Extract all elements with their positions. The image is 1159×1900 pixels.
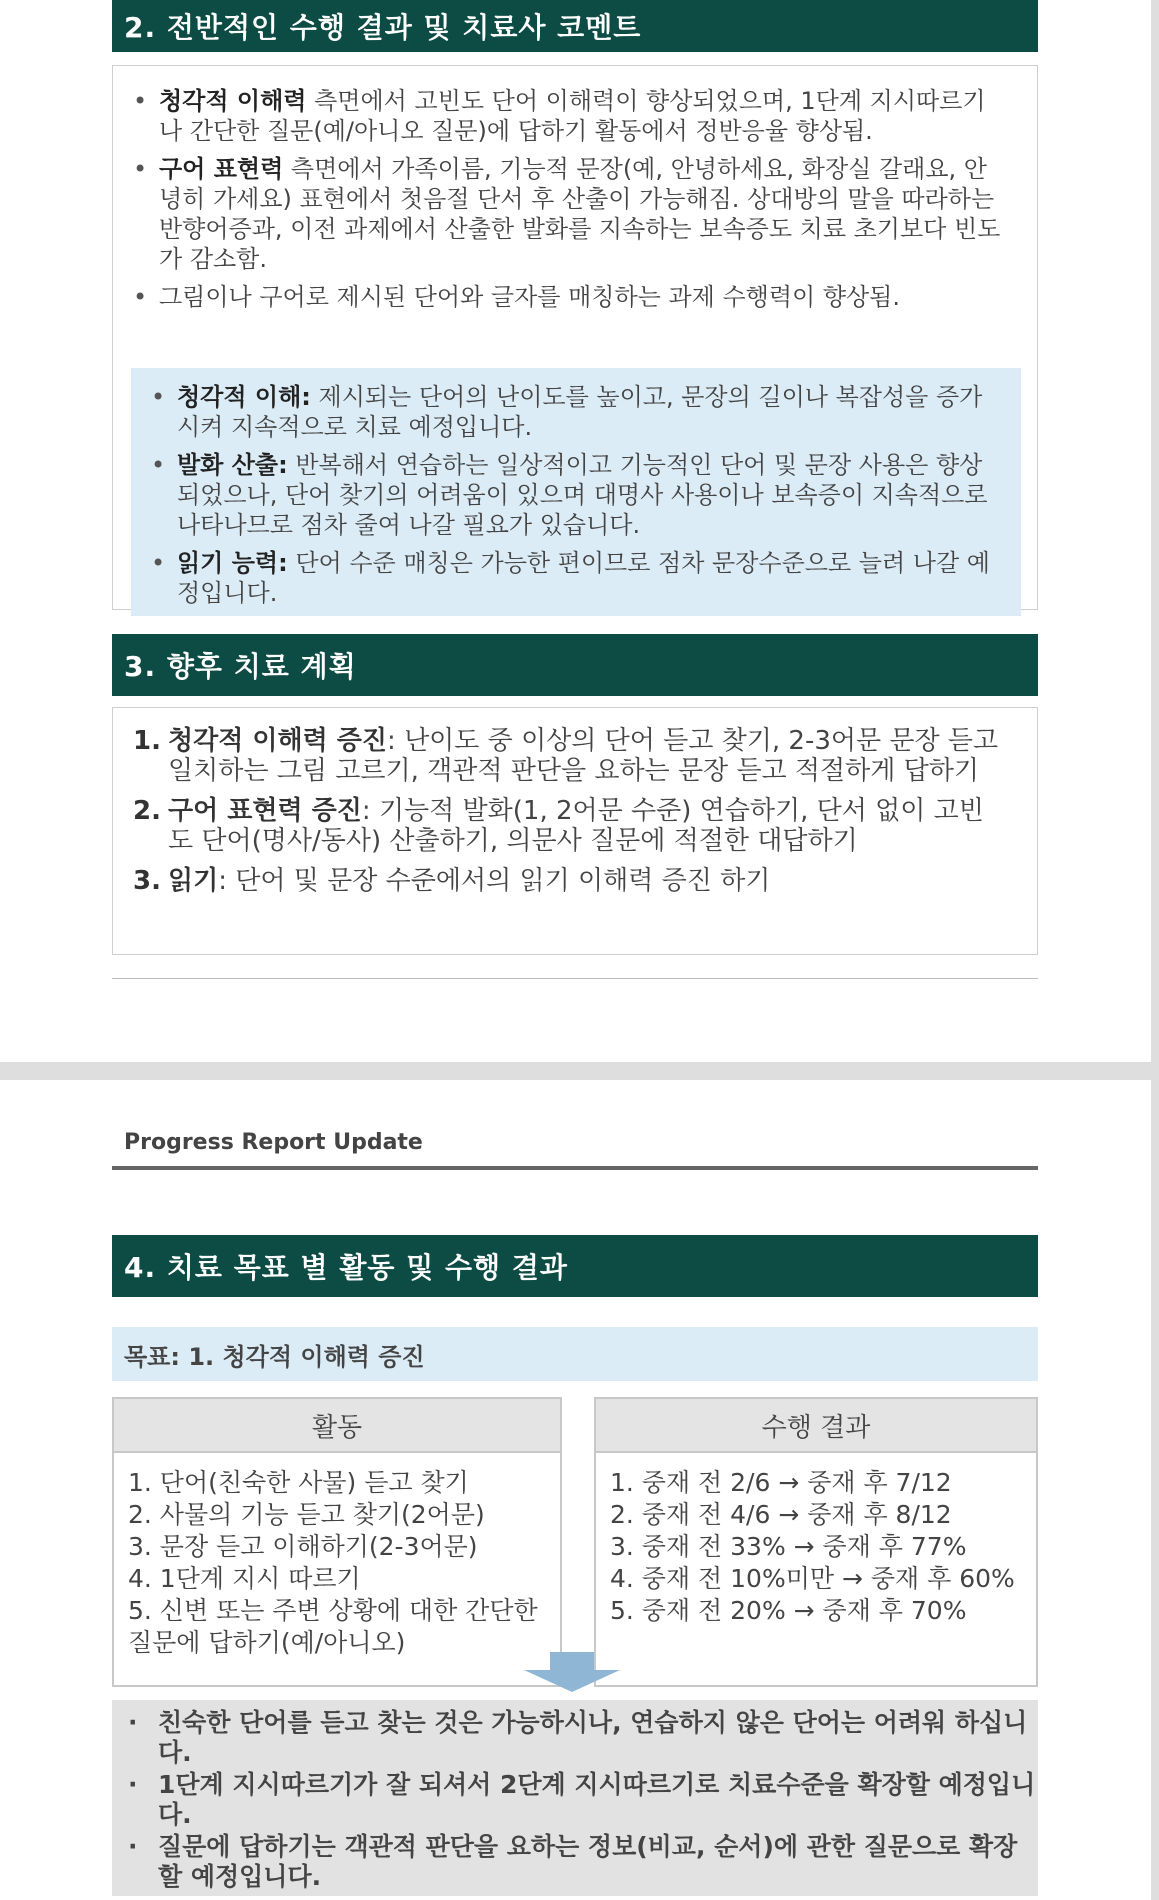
result-bullet-text: 측면에서 가족이름, 기능적 문장(예, 안녕하세요, 화장실 갈래요, 안녕히 가세요) 표현에서 첫음절 단서 후 산출이 가능해짐. 상대방의 말을 따라하는 반향어증과, 이전 과제에서 산출한 발화를 지속하는 보속증도 치료 초기보다 빈도가 감소함. (159, 155, 1001, 273)
item-heading: 읽기 (168, 866, 219, 896)
activity-item: 3. 문장 듣고 이해하기(2-3어문) (128, 1532, 478, 1561)
plan-note-bullet-heading: 청각적 이해: (177, 383, 311, 411)
section-2-title: 2. 전반적인 수행 결과 및 치료사 코멘트 (112, 0, 1038, 52)
result-item: 2. 중재 전 4/6 → 중재 후 8/12 (610, 1500, 952, 1529)
activity-column (112, 1397, 562, 1687)
future-plan-item (113, 866, 1007, 896)
activity-header: 활동 (114, 1399, 560, 1453)
section-4-title: 4. 치료 목표 별 활동 및 수행 결과 (112, 1235, 1038, 1297)
result-item: 1. 중재 전 2/6 → 중재 후 7/12 (610, 1468, 952, 1497)
summary-box (112, 1700, 1038, 1896)
result-bullet (113, 154, 1007, 274)
future-plan-item (113, 796, 1007, 856)
future-plan-box (112, 707, 1038, 955)
summary-list (112, 1708, 1038, 1892)
plan-note-bullet (131, 548, 1001, 608)
result-header: 수행 결과 (596, 1399, 1036, 1453)
item-heading: 구어 표현력 증진 (168, 796, 362, 826)
activity-item: 2. 사물의 기능 듣고 찾기(2어문) (128, 1500, 485, 1529)
plan-note-box (131, 368, 1021, 616)
section-3-title: 3. 향후 치료 계획 (112, 634, 1038, 696)
item-number: 2. (133, 796, 161, 826)
plan-note-bullet (131, 382, 1001, 442)
activity-item: 4. 1단계 지시 따르기 (128, 1564, 361, 1593)
page-header: Progress Report Update (124, 1130, 423, 1155)
result-bullet (113, 86, 1007, 146)
plan-note-bullet-heading: 발화 산출: (177, 451, 288, 479)
therapist-comment-box (112, 65, 1038, 610)
page-1-divider (112, 978, 1038, 979)
result-bullet-list (113, 86, 1037, 312)
result-bullet-text: 그림이나 구어로 제시된 단어와 글자를 매칭하는 과제 수행력이 향상됨. (159, 283, 900, 311)
activity-item: 1. 단어(친숙한 사물) 듣고 찾기 (128, 1468, 469, 1497)
result-bullet-heading: 청각적 이해력 (159, 87, 307, 115)
result-column (594, 1397, 1038, 1687)
item-heading: 청각적 이해력 증진 (168, 726, 388, 756)
plan-note-bullet-heading: 읽기 능력: (177, 549, 288, 577)
summary-item: · 1단계 지시따르기가 잘 되셔서 2단계 지시따르기로 치료수준을 확장할 예정입니다. (112, 1770, 1038, 1830)
result-bullet (113, 282, 1007, 312)
activity-item: 5. 신변 또는 주변 상황에 대한 간단한 질문에 답하기(예/아니오) (128, 1596, 538, 1657)
result-item: 5. 중재 전 20% → 중재 후 70% (610, 1596, 967, 1625)
result-list (596, 1453, 1036, 1627)
future-plan-list (113, 726, 1037, 896)
goal-label: 목표: 1. 청각적 이해력 증진 (112, 1327, 1038, 1381)
plan-note-bullet-text: 반복해서 연습하는 일상적이고 기능적인 단어 및 문장 사용은 향상되었으나, 단어 찾기의 어려움이 있으며 대명사 사용이나 보속증이 지속적으로 나타나므로 점차 줄여 나갈 필요가 있습니다. (177, 451, 988, 539)
header-rule (112, 1166, 1038, 1170)
activity-list (114, 1453, 560, 1659)
future-plan-item (113, 726, 1007, 786)
result-item: 3. 중재 전 33% → 중재 후 77% (610, 1532, 967, 1561)
result-bullet-text: 측면에서 고빈도 단어 이해력이 향상되었으며, 1단계 지시따르기나 간단한 질문(예/아니오 질문)에 답하기 활동에서 정반응율 향상됨. (159, 87, 986, 145)
plan-note-bullet (131, 450, 1001, 540)
plan-note-bullet-text: 단어 수준 매칭은 가능한 편이므로 점차 문장수준으로 늘려 나갈 예정입니다. (177, 549, 990, 607)
item-text: : 기능적 발화(1, 2어문 수준) 연습하기, 단서 없이 고빈도 단어(명사/동사) 산출하기, 의문사 질문에 적절한 대답하기 (168, 796, 984, 856)
item-number: 1. (133, 726, 161, 756)
plan-note-bullet-text: 제시되는 단어의 난이도를 높이고, 문장의 길이나 복잡성을 증가시켜 지속적으로 치료 예정입니다. (177, 383, 983, 441)
summary-item: · 질문에 답하기는 객관적 판단을 요하는 정보(비교, 순서)에 관한 질문으로 확장할 예정입니다. (112, 1832, 1038, 1892)
down-arrow-icon (522, 1652, 622, 1692)
summary-item: · 친숙한 단어를 듣고 찾는 것은 가능하시나, 연습하지 않은 단어는 어려워 하십니다. (112, 1708, 1038, 1768)
plan-note-list (131, 368, 1021, 608)
result-bullet-heading: 구어 표현력 (159, 155, 284, 183)
item-text: : 단어 및 문장 수준에서의 읽기 이해력 증진 하기 (218, 866, 771, 896)
item-text: : 난이도 중 이상의 단어 듣고 찾기, 2-3어문 문장 듣고 일치하는 그림 고르기, 객관적 판단을 요하는 문장 듣고 적절하게 답하기 (168, 726, 999, 786)
result-item: 4. 중재 전 10%미만 → 중재 후 60% (610, 1564, 1015, 1593)
item-number: 3. (133, 866, 161, 896)
